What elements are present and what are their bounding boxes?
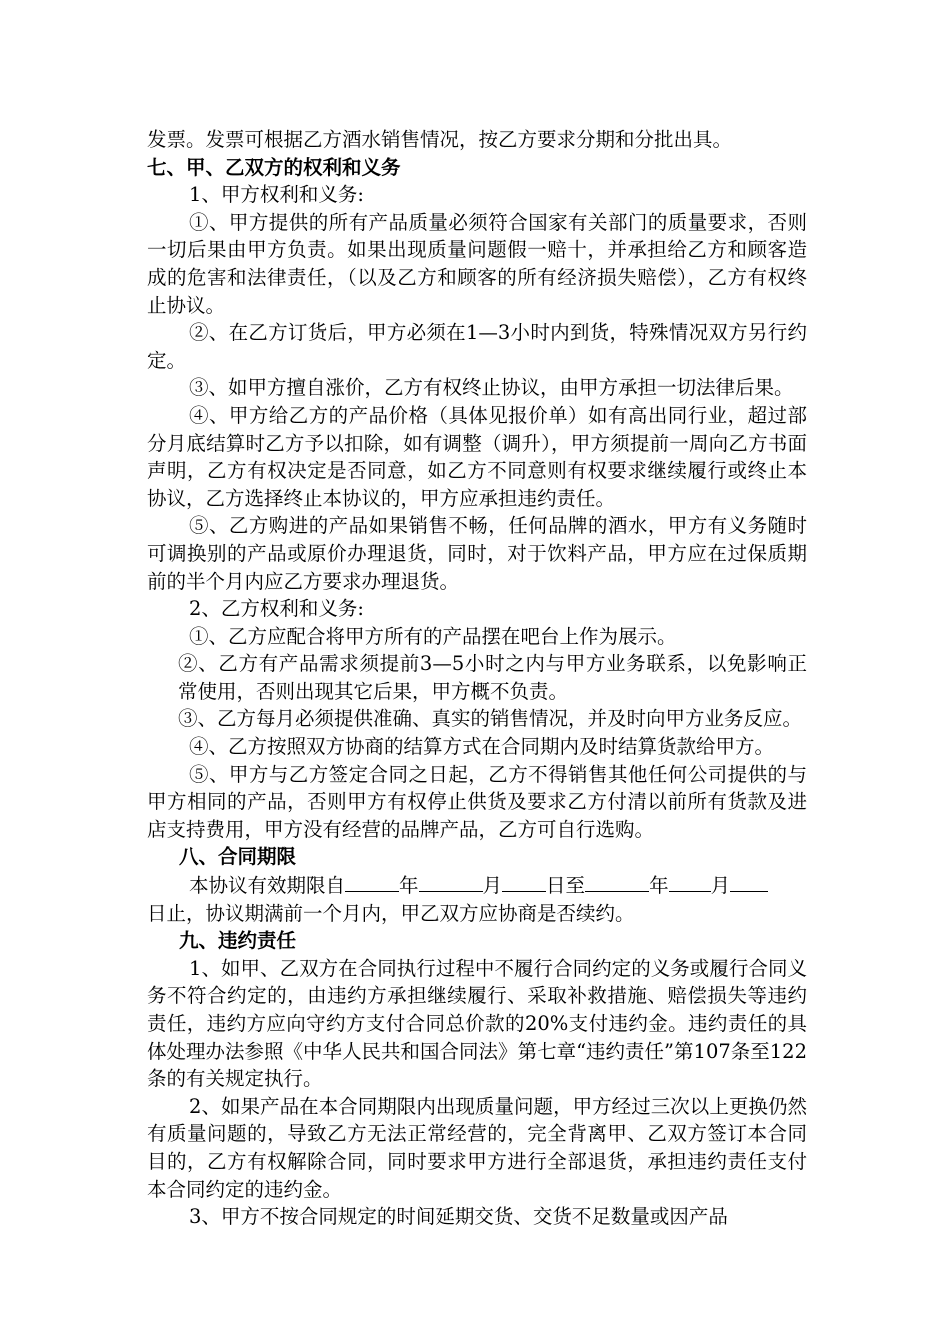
start-year-blank[interactable]: [345, 871, 399, 892]
section-7-1-item-1: ①、甲方提供的所有产品质量必须符合国家有关部门的质量要求，否则一切后果由甲方负责。如果出现质量问题假一赔十，并承担给乙方和顾客造成的危害和法律责任，（以及乙方和顾客的所有经济损失赔偿），乙方有权终止协议。: [147, 210, 807, 317]
start-day-to-label: 日至: [546, 874, 586, 898]
section-7-1-item-3: ③、如甲方擅自涨价，乙方有权终止协议，由甲方承担一切法律后果。: [189, 376, 794, 400]
document-body: [147, 126, 807, 1231]
end-day-blank[interactable]: [730, 871, 768, 892]
end-year-blank[interactable]: [585, 871, 649, 892]
section-8-title: 八、合同期限: [179, 845, 297, 869]
section-9-item-3: 3、甲方不按合同规定的时间延期交货、交货不足数量或因产品: [189, 1205, 728, 1229]
section-7-2-item-5: ⑤、甲方与乙方签定合同之日起，乙方不得销售其他任何公司提供的与甲方相同的产品，否则甲方有权停止供货及要求乙方付清以前所有货款及进店支持费用，甲方没有经营的品牌产品，乙方可自行选购。: [147, 762, 807, 841]
section-7-2-heading: 2、乙方权利和义务:: [189, 597, 364, 621]
paragraph-intro: 发票。发票可根据乙方酒水销售情况，按乙方要求分期和分批出具。: [147, 128, 733, 151]
start-year-label: 年: [399, 874, 419, 898]
section-7-2-item-1: ①、乙方应配合将甲方所有的产品摆在吧台上作为展示。: [189, 624, 677, 648]
start-day-blank[interactable]: [502, 871, 546, 892]
section-7-2-item-4: ④、乙方按照双方协商的结算方式在合同期内及时结算货款给甲方。: [189, 735, 775, 759]
section-8-term: [147, 871, 807, 927]
section-7-1-item-4: ④、甲方给乙方的产品价格（具体见报价单）如有高出同行业，超过部分月底结算时乙方予以扣除，如有调整（调升），甲方须提前一周向乙方书面声明，乙方有权决定是否同意，如乙方不同意则有权要求继续履行或终止本协议，乙方选择终止本协议的，甲方应承担违约责任。: [147, 403, 807, 510]
section-9-item-1: 1、如甲、乙双方在合同执行过程中不履行合同约定的义务或履行合同义务不符合约定的，由违约方承担继续履行、采取补救措施、赔偿损失等违约责任，违约方应向守约方支付合同总价款的20%支付违约金。违约责任的具体处理办法参照《中华人民共和国合同法》第七章“违约责任”第107条至122条的有关规定执行。: [147, 956, 807, 1091]
start-month-blank[interactable]: [419, 871, 483, 892]
term-end-text: 日止，协议期满前一个月内，甲乙双方应协商是否续约。: [147, 901, 635, 925]
section-9-title: 九、违约责任: [179, 929, 297, 953]
section-7-1-item-5: ⑤、乙方购进的产品如果销售不畅，任何品牌的酒水，甲方有义务随时可调换别的产品或原价办理退货，同时，对于饮料产品，甲方应在过保质期前的半个月内应乙方要求办理退货。: [147, 514, 807, 593]
section-7-2-item-2: ②、乙方有产品需求须提前3—5小时之内与甲方业务联系，以免影响正常使用，否则出现其它后果，甲方概不负责。: [178, 652, 807, 703]
section-7-title: 七、甲、乙双方的权利和义务: [147, 155, 401, 179]
section-7-2-item-3: ③、乙方每月必须提供准确、真实的销售情况，并及时向甲方业务反应。: [178, 707, 803, 731]
section-7-1-item-2: ②、在乙方订货后，甲方必须在1—3小时内到货，特殊情况双方另行约定。: [147, 321, 807, 372]
end-month-label: 月: [710, 874, 731, 898]
section-7-1-heading: 1、甲方权利和义务:: [189, 183, 364, 207]
end-month-blank[interactable]: [669, 871, 711, 892]
start-month-label: 月: [482, 874, 503, 898]
section-9-item-2: 2、如果产品在本合同期限内出现质量问题，甲方经过三次以上更换仍然有质量问题的，导致乙方无法正常经营的，完全背离甲、乙双方签订本合同目的，乙方有权解除合同，同时要求甲方进行全部退货，承担违约责任支付本合同约定的违约金。: [147, 1094, 807, 1201]
end-year-label: 年: [649, 874, 669, 898]
term-start-label: 本协议有效期限自: [189, 874, 346, 898]
